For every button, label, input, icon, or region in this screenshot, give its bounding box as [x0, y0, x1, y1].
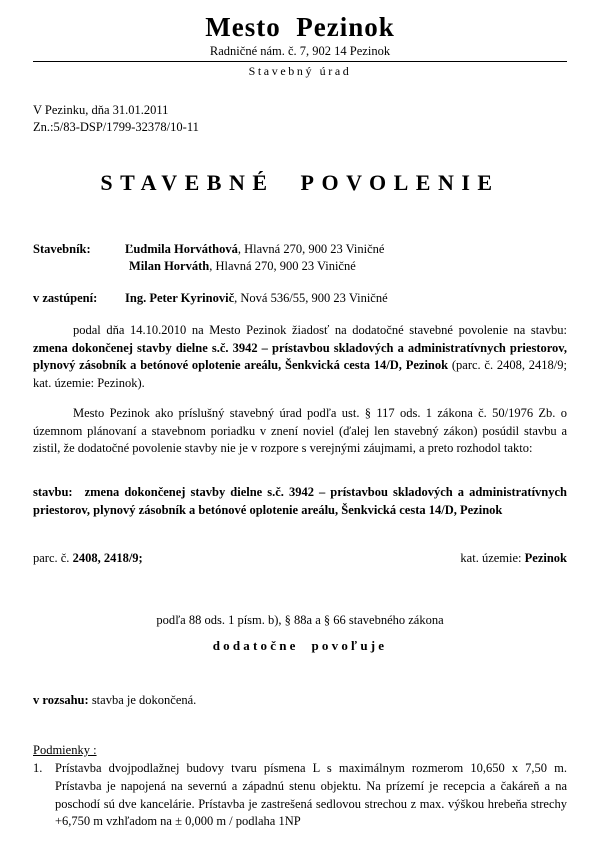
- builder-2-name: Milan Horváth: [129, 259, 210, 274]
- scope-row: [33, 692, 567, 710]
- scope-value: stavba je dokončená.: [88, 693, 197, 708]
- representative-address: , Nová 536/55, 900 23 Viničné: [234, 291, 388, 306]
- condition-number: 1.: [33, 761, 43, 776]
- representative-row: [33, 290, 567, 308]
- scope-label: v rozsahu:: [33, 693, 89, 708]
- file-reference-number: Zn.:5/83-DSP/1799-32378/10-11: [33, 119, 199, 134]
- application-tail-text: (parc. č. 2408, 2418/9; kat. územie: Pezinok).: [33, 358, 567, 391]
- parcel-row: [33, 550, 567, 568]
- builder-label: Stavebník:: [33, 241, 91, 256]
- cadastral-prefix: kat. územie:: [460, 550, 525, 565]
- builder-2-value: [125, 258, 567, 276]
- conditions-heading-text: Podmienky :: [33, 742, 97, 757]
- parties-block: [33, 241, 567, 308]
- builder-2-address: , Hlavná 270, 900 23 Viničné: [209, 259, 356, 274]
- document-title: STAVEBNÉ POVOLENIE: [100, 169, 500, 195]
- conditions-heading: [33, 742, 567, 758]
- letterhead: [33, 0, 567, 80]
- representative-name: Ing. Peter Kyrinovič: [125, 291, 235, 306]
- application-subject-text: zmena dokončenej stavby dielne s.č. 3942 – prístavbou skladových a administratívnych priestorov, plynový zásobník a betónové oplotenie areálu, Šenkvická cesta 14/D, Pezinok: [33, 340, 567, 373]
- decision-subject-block: [33, 484, 567, 520]
- decision-verdict: dodatočne povoľuje: [212, 638, 388, 654]
- application-lead-text: podal dňa 14.10.2010 na Mesto Pezinok žiadosť na dodatočné stavebné povolenie na stavbu:: [73, 322, 567, 337]
- parcel-numbers: [33, 550, 143, 568]
- decision-subject-text: zmena dokončenej stavby dielne s.č. 3942 – prístavbou skladových a administratívnych priestorov, plynový zásobník a betónové oplotenie areálu, Šenkvická cesta 14/D, Pezinok: [33, 485, 567, 517]
- place-and-date: V Pezinku, dňa 31.01.2011: [33, 102, 169, 117]
- builder-1-address: , Hlavná 270, 900 23 Viničné: [237, 241, 385, 256]
- legal-basis-text: podľa 88 ods. 1 písm. b), § 88a a § 66 stavebného zákona: [156, 613, 444, 628]
- organization-address: Radničné nám. č. 7, 902 14 Pezinok: [209, 44, 391, 59]
- parcel-value: 2408, 2418/9;: [72, 550, 143, 565]
- organization-name: Mesto Pezinok: [205, 12, 395, 42]
- representative-label: v zastúpení:: [33, 291, 98, 306]
- parties-spacer: [33, 276, 567, 290]
- condition-item: [33, 760, 567, 831]
- representative-value: [125, 290, 567, 308]
- application-paragraph: [33, 322, 567, 393]
- builder-1-value: [125, 241, 567, 259]
- decision-subject-label: stavbu:: [33, 485, 73, 500]
- letterhead-divider: [33, 61, 567, 62]
- builder-1-name: Ľudmila Horváthová: [125, 241, 238, 256]
- department-name: Stavebný úrad: [248, 63, 352, 78]
- condition-text: Prístavba dvojpodlažnej budovy tvaru písmena L s maximálnym rozmerom 10,650 x 7,50 m. Prístavba je napojená na severnú a západnú stenu objektu. Na prízemí je recepcia a čakáreň a na poschodí sú dve kancelárie. Prístavba je zastrešená sedlovou strechou z max. výškou hrebeňa strechy +6,750 m vzhľadom na ± 0,000 m / podlaha 1NP: [55, 761, 567, 829]
- parcel-prefix: parc. č.: [33, 550, 73, 565]
- builder-row-1: [33, 241, 567, 259]
- cadastral-value: Pezinok: [524, 550, 567, 565]
- builder-row-2: [33, 258, 567, 276]
- reference-block: [33, 102, 567, 136]
- authority-paragraph: Mesto Pezinok ako príslušný stavebný úrad podľa ust. § 117 ods. 1 zákona č. 50/1976 Zb. o územnom plánovaní a stavebnom poriadku v znení noviel (ďalej len stavebný zákon) posúdil stavbu a zistil, že dodatočné povolenie stavby nie je v rozpore s verejnými záujmami, a preto rozhodol takto:: [33, 405, 567, 456]
- cadastral-area: [460, 550, 567, 568]
